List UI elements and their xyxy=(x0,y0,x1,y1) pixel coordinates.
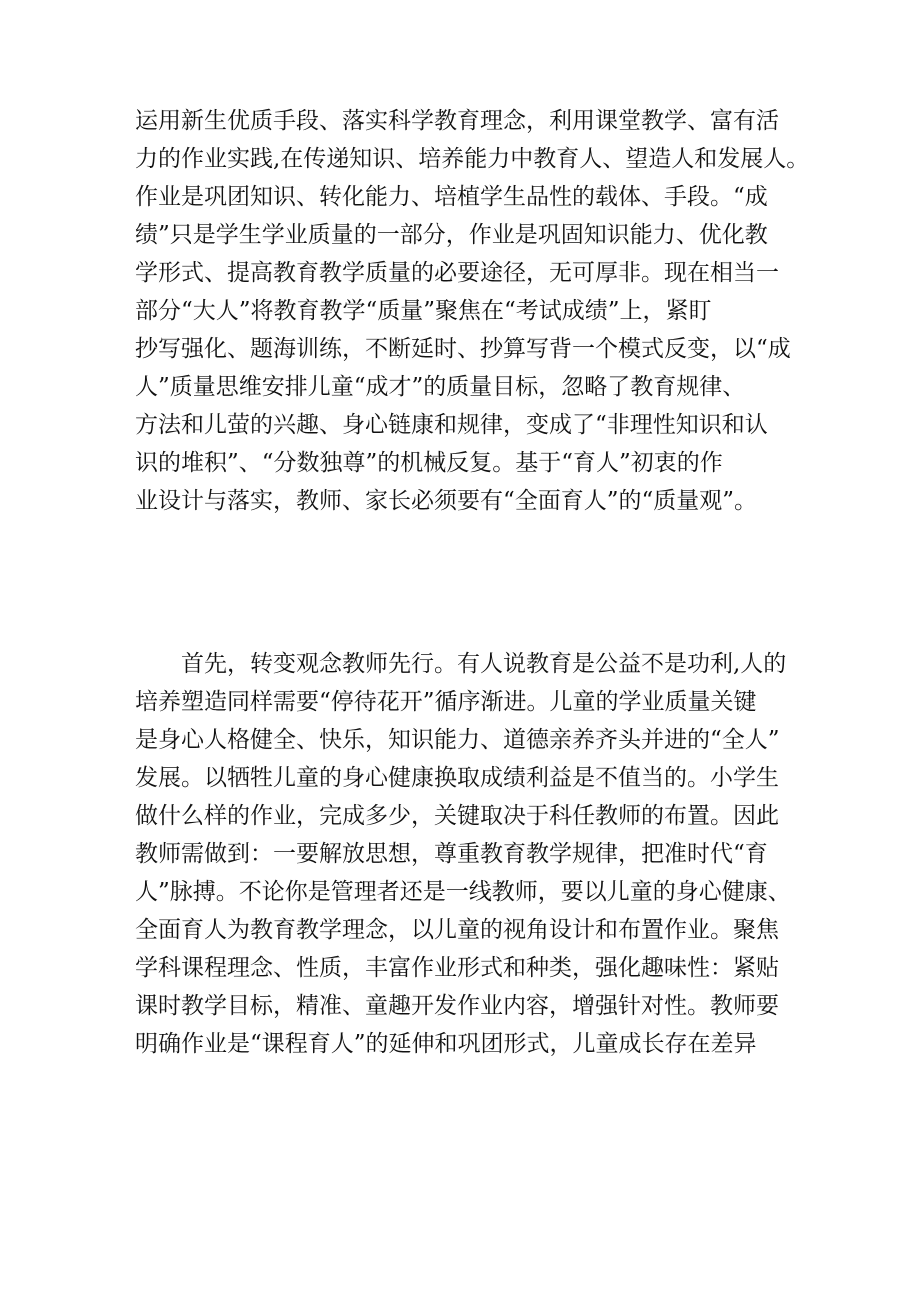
paragraph-line: 学形式、提高教育教学质量的必要途径，无可厚非。现在相当一 xyxy=(135,260,779,286)
paragraph-line: 明确作业是“课程育人”的延伸和巩团形式，儿童成长存在差异 xyxy=(135,1031,757,1057)
paragraph-line: 作业是巩团知识、转化能力、培植学生品性的载体、手段。“成 xyxy=(135,184,768,210)
paragraph-line: 人”脉搏。不论你是管理者还是一线教师，要以儿童的身心健康、 xyxy=(135,879,791,905)
paragraph-line: 教师需做到：一要解放思想，尊重教育教学规律，把准时代“育 xyxy=(135,841,768,867)
paragraph-line: 部分“大人”将教育教学“质量”聚焦在“考试成绩”上，紧盯 xyxy=(135,298,712,324)
paragraph-line: 绩”只是学生学业质量的一部分，作业是巩固知识能力、优化教 xyxy=(135,222,768,248)
paragraph-line: 业设计与落实，教师、家长必须要有“全面育人”的“质量观”。 xyxy=(135,488,758,514)
paragraph-line: 抄写强化、题海训练，不断延时、抄算写背一个模式反变，以“成 xyxy=(135,336,791,362)
paragraph-line: 课时教学目标，精准、童趣开发作业内容，增强针对性。教师要 xyxy=(135,993,779,1019)
paragraph-line: 人”质量思维安排儿童“成才”的质量目标，忽略了教育规律、 xyxy=(135,374,746,400)
paragraph-line: 是身心人格健全、快乐，知识能力、道德亲养齐头并进的“全人” xyxy=(135,727,780,753)
paragraph-line: 培养塑造同样需要“停待花开”循序渐进。儿童的学业质量关键 xyxy=(135,689,757,715)
paragraph-line: 方法和儿萤的兴趣、身心链康和规律，变成了“非理性知识和认 xyxy=(135,412,768,438)
paragraph-line: 做什么样的作业，完成多少，关键取决于科任教师的布置。因此 xyxy=(135,803,779,829)
paragraph-1 xyxy=(135,102,810,520)
paragraph-line: 力的作业实践,在传递知识、培养能力中教育人、望造人和发展人。 xyxy=(135,146,810,172)
paragraph-2 xyxy=(135,645,800,1063)
paragraph-line: 全面育人为教育教学理念，以儿童的视角设计和布置作业。聚焦 xyxy=(135,917,779,943)
paragraph-line: 发展。以牺牲儿童的身心健康换取成绩利益是不值当的。小学生 xyxy=(135,765,779,791)
paragraph-line: 运用新生优质手段、落实科学教育理念，利用课堂教学、富有活 xyxy=(135,108,779,134)
paragraph-line: 学科课程理念、性质，丰富作业形式和种类，强化趣味性：紧贴 xyxy=(135,955,779,981)
paragraph-line: 首先，转变观念教师先行。有人说教育是公益不是功利,人的 xyxy=(181,651,787,677)
paragraph-line: 识的堆积”、“分数独尊”的机械反复。基于“育人”初衷的作 xyxy=(135,450,723,476)
